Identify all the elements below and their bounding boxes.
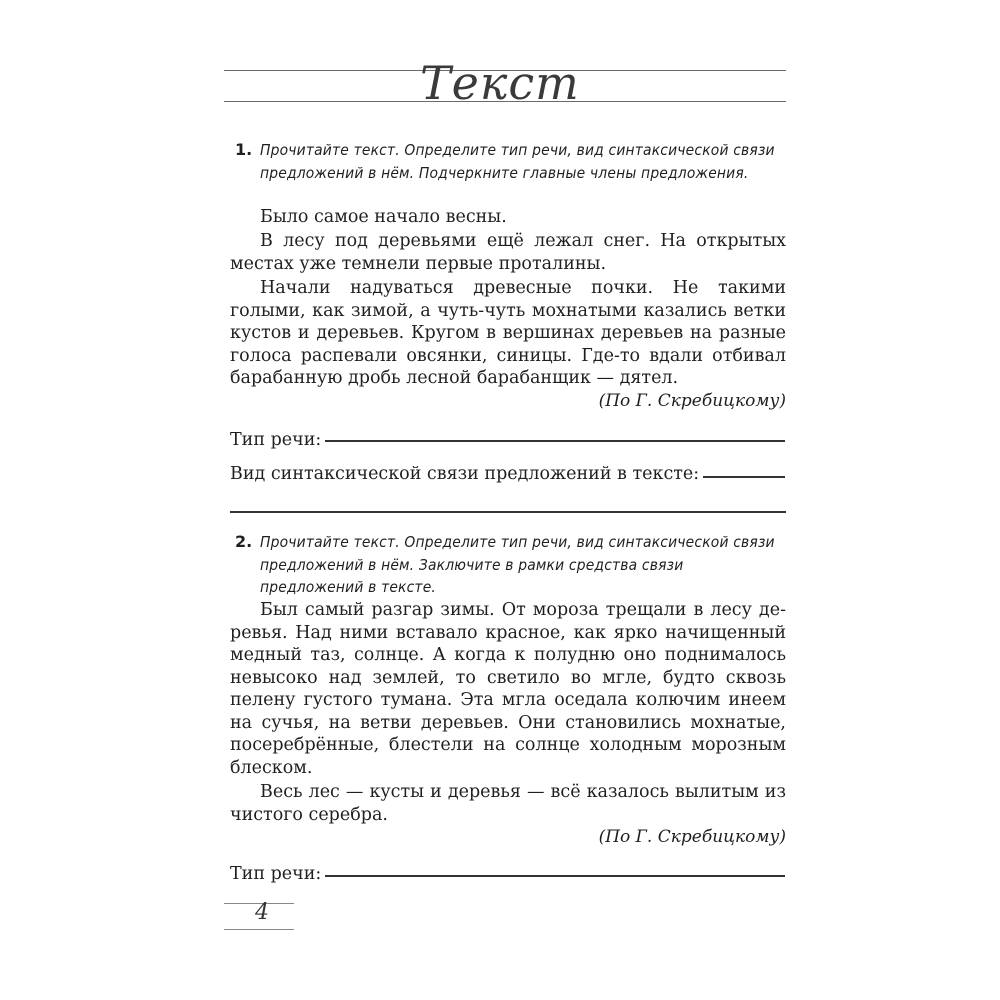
task-1-speech-type-label: Тип речи:: [230, 430, 322, 450]
task-2-number: 2.: [235, 532, 253, 551]
task-1-instruction-text: Прочитайте текст. Определите тип речи, вид синтаксической связи предложений в нём. Подчеркните главные члены предложения.: [260, 141, 775, 182]
task-1-paragraph-3: Начали надуваться древесные почки. Не такими голыми, как зимой, а чуть-чуть мохнатыми казались ветки кустов и деревьев. Кругом в вершинах деревьев на разные голоса распевали овсянки, синицы. Где-то вдали отбивал барабанную дробь лесной барабанщик — дятел.: [230, 278, 786, 388]
task-1-speech-type-answer-line[interactable]: [325, 440, 785, 442]
task-1-number: 1.: [235, 140, 253, 159]
page-title: Текст: [420, 56, 580, 110]
footer-rule-bottom: [224, 929, 294, 930]
task-2-speech-type-label: Тип речи:: [230, 864, 322, 884]
task-1-syntax-link-label: Вид синтаксической связи предложений в тексте:: [230, 464, 700, 484]
task-2-instruction-text: Прочитайте текст. Определите тип речи, вид синтаксической связи предложений в нём. Заключите в рамки средства связи предложений в тексте.: [260, 533, 775, 596]
task-1-answer-line-extra[interactable]: [230, 511, 786, 513]
task-2-attribution: (По Г. Скребицкому): [598, 827, 786, 847]
task-2-paragraph-1: Был самый разгар зимы. От мороза трещали в лесу деревья. Над ними вставало красное, как ярко начищенный медный таз, солнце. А когда к полудню оно поднималось невысоко над землей, то светило во мгле, будто сквозь пелену густого тумана. Эта мгла оседала колючим инеем на сучья, на ветви деревьев. Они становились мохнатые, посеребрённые, блестели на солнце холодным морозным блеском.: [230, 600, 786, 778]
task-1-instruction: [230, 139, 786, 184]
task-2-instruction: [230, 531, 786, 599]
task-2-speech-type-answer-line[interactable]: [325, 875, 785, 877]
task-2-paragraph-2: Весь лес — кусты и деревья — всё казалось вылитым из чистого серебра.: [230, 782, 786, 825]
task-1-attribution: (По Г. Скребицкому): [598, 391, 786, 411]
task-1-paragraph-2: В лесу под деревьями ещё лежал снег. На открытых местах уже темнели первые проталины.: [230, 231, 786, 274]
task-1-syntax-link-answer-line[interactable]: [703, 476, 785, 478]
task-1-paragraph-1: Было самое начало весны.: [260, 207, 507, 227]
page-number: 4: [255, 900, 269, 925]
